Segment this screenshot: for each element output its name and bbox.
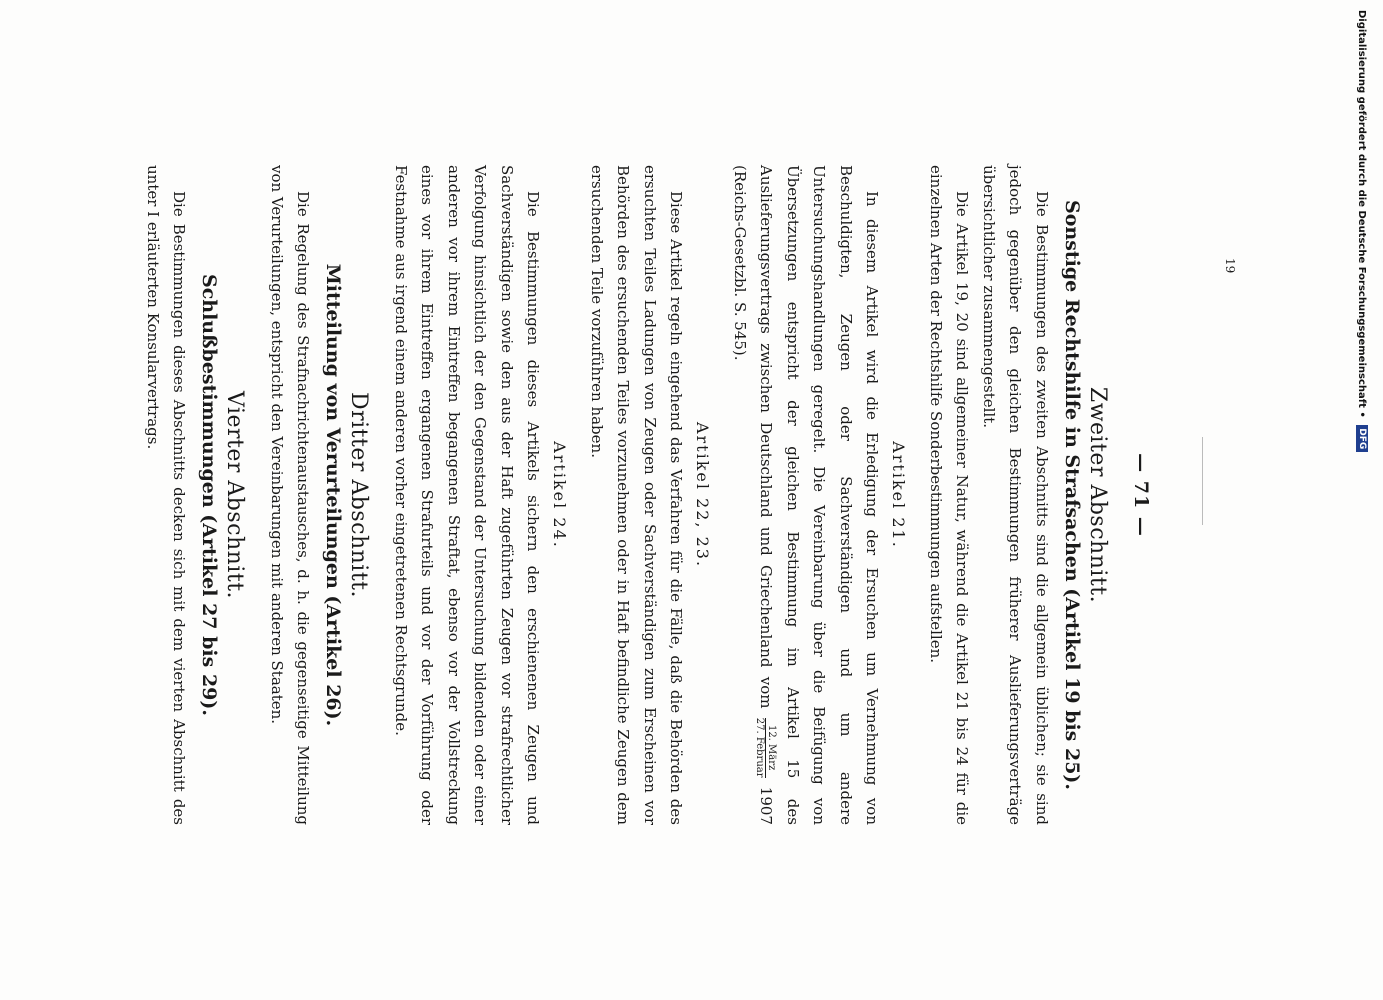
digitization-notice-text: Digitalisierung gefördert durch die Deutsche Forschungsgemeinschaft •	[1356, 10, 1367, 418]
section3-subtitle: Mitteilung von Verurteilungen (Artikel 26).	[322, 263, 345, 727]
article-21-title: Artikel 21.	[889, 441, 909, 549]
section2-paragraph-1: Die Bestimmungen des zweiten Abschnitts sind die allgemein üblichen; sie sind jedoch gegenüber den gleichen Bestimmungen früherer Auslieferungsverträge übersichtlicher zusammengestellt.	[980, 165, 1051, 825]
date-fraction	[754, 718, 777, 778]
divider-line	[1202, 437, 1203, 525]
page-number: — 71 —	[1130, 453, 1152, 537]
footer-page-number: 19	[1223, 258, 1237, 274]
section4-title: Vierter Abschnitt.	[222, 390, 248, 600]
article-22-23-title: Artikel 22, 23.	[693, 421, 713, 569]
article-24-text: Die Bestimmungen dieses Artikels sichern den erschienenen Zeugen und Sachverständigen sowie den aus der Haft zugeführten Zeugen vor strafrechtlicher Verfolgung hinsichtlich der den Gegenstand der Untersuchung bildenden oder einer anderen vor ihrem Eintreffen begangenen Straftat, ebenso vor der Vollstreckung eines vor ihrem Eintreffen ergangenen Strafurteils und vor der Vorführung oder Festnahme aus irgend einem anderen vorher eingetretenen Rechtsgrunde.	[392, 165, 543, 825]
section3-title: Dritter Abschnitt.	[346, 391, 372, 599]
section2-subtitle: Sonstige Rechtshilfe in Strafsachen (Artikel 19 bis 25).	[1061, 199, 1083, 791]
article-21-text-before: In diesem Artikel wird die Erledigung der Ersuchen um Vernehmung von Beschuldigten, Zeugen oder Sachverständigen und um andere Untersuchungshandlungen geregelt. Die Vereinbarung über die Beifügung von Übersetzungen entspricht der gleichen Bestimmung im Artikel 15 des Auslieferungsvertrags zwischen Deutschland und Griechenland vom	[757, 165, 882, 825]
article-21-text	[727, 165, 886, 825]
section4-text: Die Bestimmungen dieses Abschnitts decken sich mit dem vierten Abschnitt des unter I erläuterten Konsularvertrags.	[144, 165, 189, 825]
section2-title: Zweiter Abschnitt.	[1085, 386, 1110, 604]
article-21-text-after: 1907 (Reichs-Gesetzbl. S. 545).	[731, 165, 776, 825]
section2-paragraph-2: Die Artikel 19, 20 sind allgemeiner Natur, während die Artikel 21 bis 24 für die einzelnen Arten der Rechtshilfe Sonderbestimmungen aufstellen.	[927, 165, 972, 825]
article-22-23-text: Diese Artikel regeln eingehend das Verfahren für die Fälle, daß die Behörden des ersuchten Teiles Ladungen von Zeugen oder Sachverständigen zum Erscheinen vor Behörden des ersuchenden Teiles vorzunehmen oder in Haft befindliche Zeugen dem ersuchenden Teile vorzuführen haben.	[588, 165, 686, 825]
dfg-logo: DFG	[1356, 425, 1368, 452]
section4-subtitle: Schlußbestimmungen (Artikel 27 bis 29).	[198, 273, 221, 716]
date-fraction-bottom: 27. Februar	[754, 717, 765, 778]
digitization-notice	[1356, 10, 1368, 452]
section3-text: Die Regelung des Strafnachrichtenaustausches, d. h. die gegenseitige Mitteilung von Verurteilungen, entspricht den Vereinbarungen mit anderen Staaten.	[268, 165, 313, 825]
article-24-title: Artikel 24.	[550, 441, 570, 549]
date-fraction-top: 12. März	[766, 724, 777, 771]
